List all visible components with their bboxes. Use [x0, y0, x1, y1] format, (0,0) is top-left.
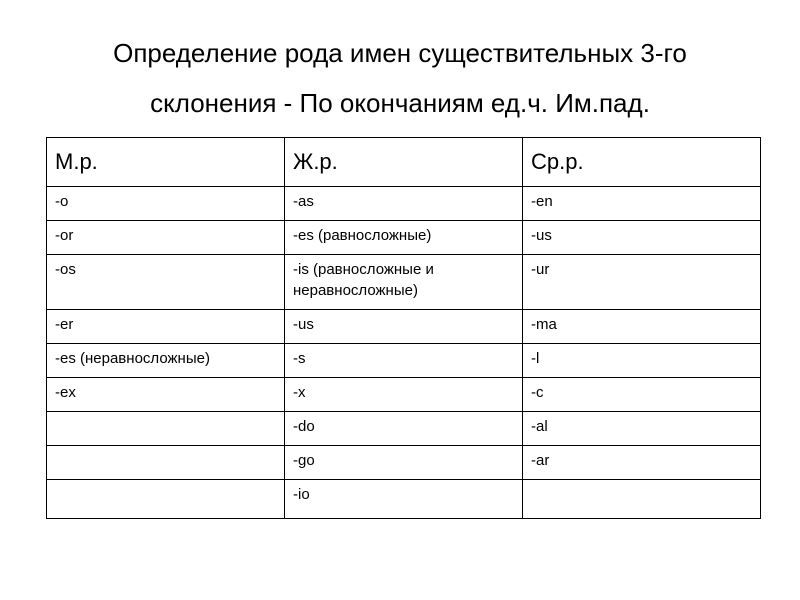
table-row — [47, 310, 761, 344]
table-cell: -ur — [523, 255, 761, 310]
header-feminine: Ж.р. — [285, 138, 523, 187]
table-cell: -or — [47, 221, 285, 255]
table-row — [47, 221, 761, 255]
table-cell: -us — [523, 221, 761, 255]
table-cell: -go — [285, 446, 523, 480]
slide-title-line-1: Определение рода имен существительных 3-го — [113, 38, 687, 68]
table-cell: -os — [47, 255, 285, 310]
slide-title-line-2: склонения - По окончаниям ед.ч. Им.пад. — [150, 88, 650, 118]
table-cell: -es (неравносложные) — [47, 344, 285, 378]
table-row — [47, 446, 761, 480]
table-cell: -er — [47, 310, 285, 344]
table-cell — [47, 412, 285, 446]
table-row — [47, 412, 761, 446]
table-cell: -ar — [523, 446, 761, 480]
table-row — [47, 187, 761, 221]
table-cell — [47, 480, 285, 519]
table-cell: -us — [285, 310, 523, 344]
table-cell: -as — [285, 187, 523, 221]
header-masculine: М.р. — [47, 138, 285, 187]
table-cell: -al — [523, 412, 761, 446]
slide-title — [0, 28, 800, 128]
table-cell: -en — [523, 187, 761, 221]
table-cell — [523, 480, 761, 519]
table-row — [47, 480, 761, 519]
table-cell: -io — [285, 480, 523, 519]
table-cell: -ex — [47, 378, 285, 412]
table-cell: -c — [523, 378, 761, 412]
table-cell: -es (равносложные) — [285, 221, 523, 255]
table-cell: -is (равносложные и неравносложные) — [285, 255, 523, 310]
table-cell: -do — [285, 412, 523, 446]
table-header-row — [47, 138, 761, 187]
table-cell: -l — [523, 344, 761, 378]
table-cell — [47, 446, 285, 480]
table-cell: -ma — [523, 310, 761, 344]
table-row — [47, 255, 761, 310]
header-neuter: Ср.р. — [523, 138, 761, 187]
table-cell: -x — [285, 378, 523, 412]
table-cell: -s — [285, 344, 523, 378]
table-row — [47, 378, 761, 412]
table-cell: -o — [47, 187, 285, 221]
endings-table — [46, 137, 761, 519]
table-row — [47, 344, 761, 378]
